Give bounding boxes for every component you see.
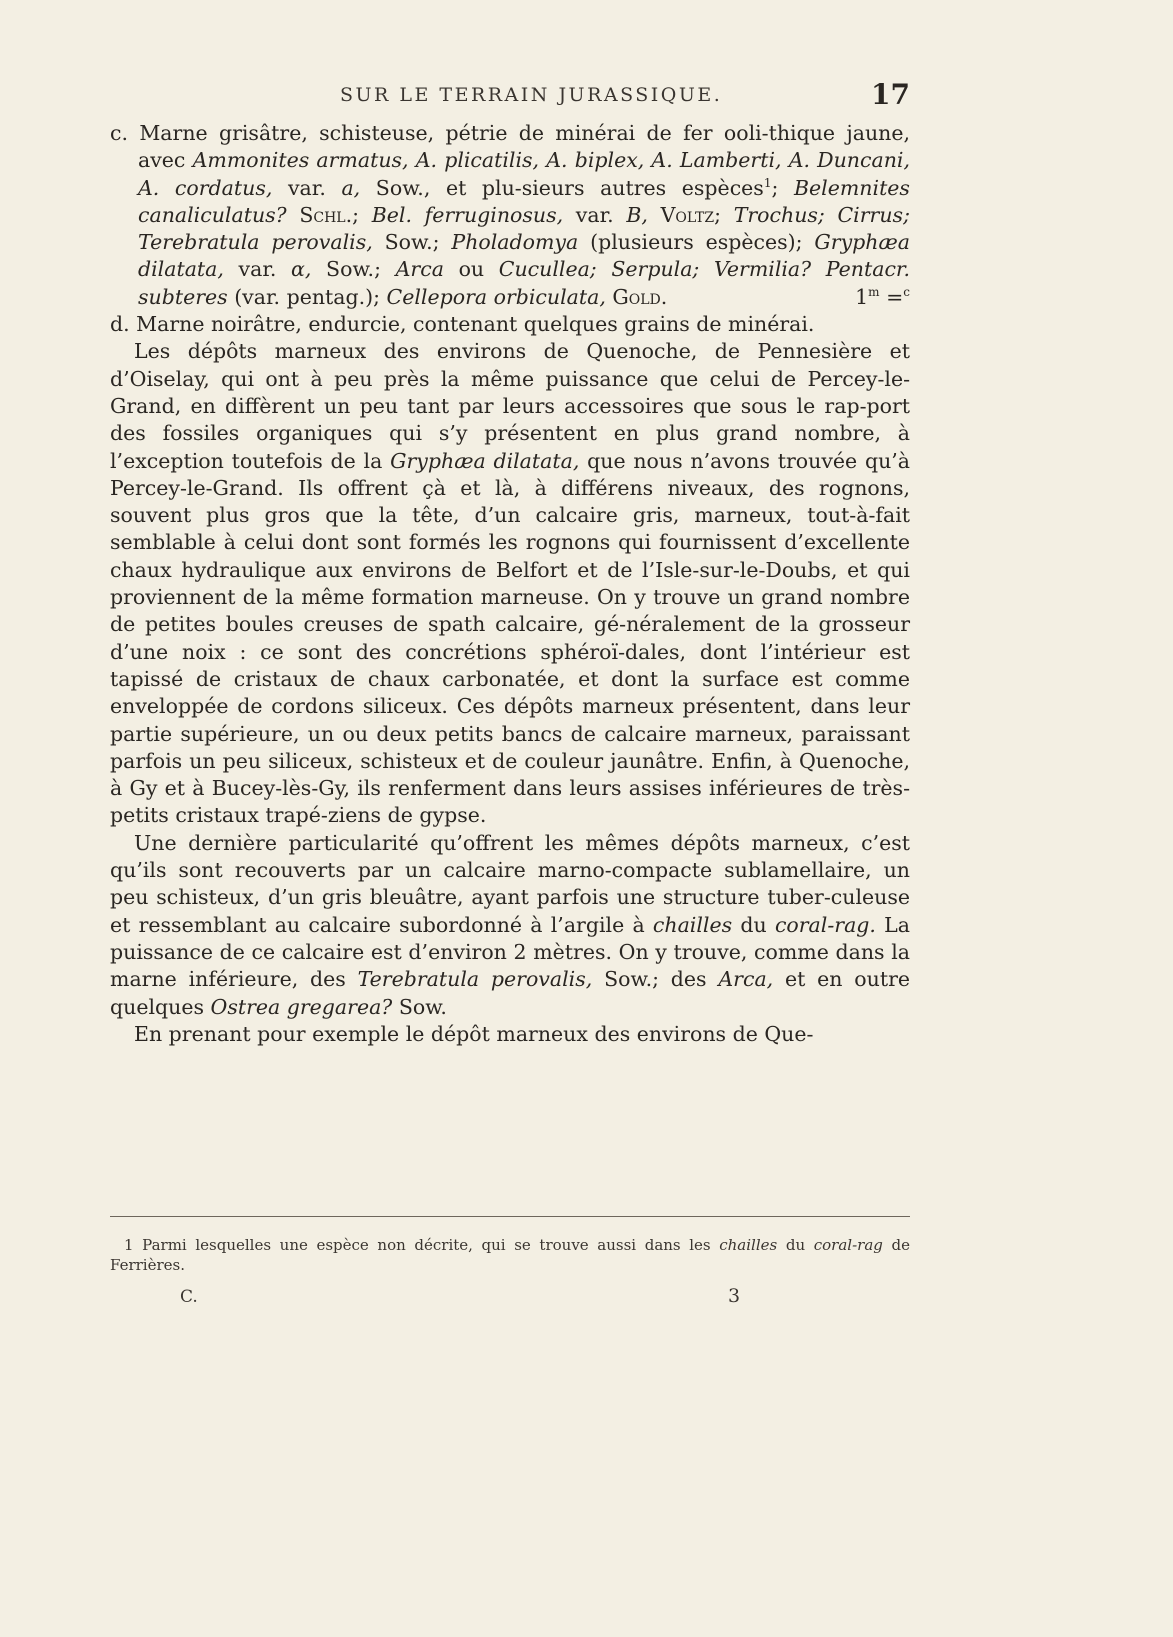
entry-c: c. Marne grisâtre, schisteuse, pétrie de minérai de fer ooli-thique jaune, avec Ammonites armatus, A. plicatilis, A. biplex, A. Lamberti, A. Duncani, A. cordatus, var. a, Sow., et plu-sieurs autres espèces$^1$; Belemnites canaliculatus? Schl.; Bel. ferruginosus, var. B, Voltz; Trochus; Cirrus; Terebratula perovalis, Sow.; Pholadomya (plusieurs espèces); Gryphæa dilatata, var. α, Sow.; Arca ou Cucullea; Serpula; Vermilia? Pentacr. subteres (var. pentag.); Cellepora orbiculata, Gold. 1$^m$ =$^c$ xyxy=(110,120,910,311)
signature-line xyxy=(110,1285,910,1313)
paragraph: Les dépôts marneux des environs de Quenoche, de Pennesière et d’Oiselay, qui ont à peu près la même puissance que celui de Percey-le-Grand, en diffèrent un peu tant par leurs accessoires que sous le rap-port des fossiles organiques qui s’y présentent en plus grand nombre, à l’exception toutefois de la Gryphæa dilatata, que nous n’avons trouvée qu’à Percey-le-Grand. Ils offrent çà et là, à différens niveaux, des rognons, souvent plus gros que la tête, d’un calcaire gris, marneux, tout-à-fait semblable à celui dont sont formés les rognons qui fournissent d’excellente chaux hydraulique aux environs de Belfort et de l’Isle-sur-le-Doubs, et qui proviennent de la même formation marneuse. On y trouve un grand nombre de petites boules creuses de spath calcaire, gé-néralement de la grosseur d’une noix : ce sont des concrétions sphéroï-dales, dont l’intérieur est tapissé de cristaux de chaux carbonatée, et dont la surface est comme enveloppée de cordons siliceux. Ces dépôts marneux présentent, dans leur partie supérieure, un ou deux petits bancs de calcaire marneux, paraissant parfois un peu siliceux, schisteux et de couleur jaunâtre. Enfin, à Quenoche, à Gy et à Bucey-lès-Gy, ils renferment dans leurs assises inférieures de très-petits cristaux trapé-ziens de gypse. xyxy=(110,339,911,828)
paragraph: En prenant pour exemple le dépôt marneux des environs de Que- xyxy=(134,1021,814,1046)
thickness-measure: 1$^m$ =$^c$ xyxy=(855,284,910,309)
body-text xyxy=(110,120,910,1048)
page-header xyxy=(110,78,910,112)
footnote-rule xyxy=(110,1216,910,1217)
paragraph: Une dernière particularité qu’offrent les mêmes dépôts marneux, c’est qu’ils sont recouverts par un calcaire marno-compacte sublamellaire, un peu schisteux, d’un gris bleuâtre, ayant parfois une structure tuber-culeuse et ressemblant au calcaire subordonné à l’argile à chailles du coral-rag. La puissance de ce calcaire est d’environ 2 mètres. On y trouve, comme dans la marne inférieure, des Terebratula perovalis, Sow.; des Arca, et en outre quelques Ostrea gregarea? Sow. xyxy=(110,830,911,1019)
signature-letter: C. xyxy=(180,1287,198,1307)
footnote-number: 1 xyxy=(124,1236,134,1254)
running-title: SUR LE TERRAIN JURASSIQUE. xyxy=(340,84,723,106)
entry-letter: d. xyxy=(110,312,130,337)
footnote: 1 Parmi lesquelles une espèce non décrite, qui se trouve aussi dans les chailles du coral-rag de Ferrières. xyxy=(110,1236,910,1274)
entry-d: d. Marne noirâtre, endurcie, contenant quelques grains de minérai. xyxy=(110,312,815,337)
page-number: 17 xyxy=(871,78,910,111)
entry-letter: c. xyxy=(110,121,128,145)
signature-number: 3 xyxy=(728,1285,741,1307)
footnote-ref: 1 xyxy=(763,175,772,190)
